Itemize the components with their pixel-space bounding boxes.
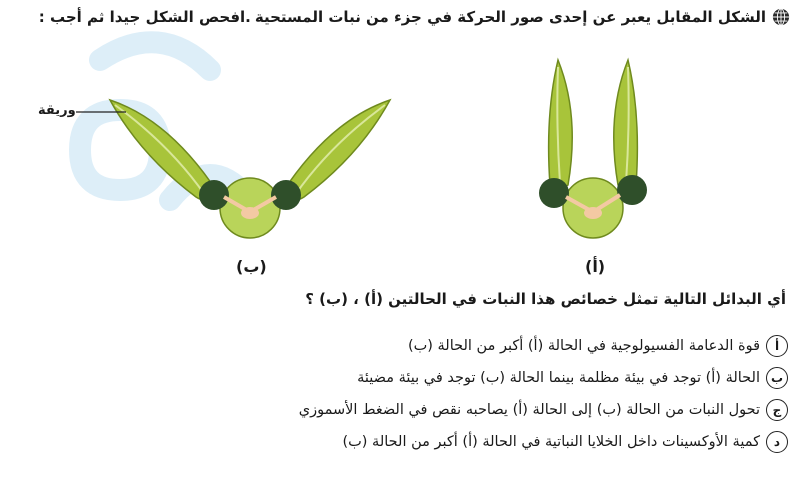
plant-diagram [0,55,798,285]
pulvinus-left-b [199,180,229,210]
figure-b [110,100,390,238]
globe-icon [772,8,790,26]
question-text: أي البدائل التالية تمثل خصائص هذا النبات في الحالتين (أ) ، (ب) ؟ [305,290,786,308]
option-marker[interactable]: ج [766,399,788,421]
option-text: الحالة (أ) توجد في بيئة مظلمة بينما الحالة (ب) توجد في بيئة مضيئة [357,370,760,386]
leaf-label: وريقة [38,103,76,118]
option-c[interactable] [228,394,788,426]
header-bold-text: الشكل المقابل يعبر عن إحدى صور الحركة في جزء من نبات المستحية [254,8,766,26]
header-instruction: .افحص الشكل جيدا ثم أجب : [38,8,251,26]
option-marker[interactable]: د [766,431,788,453]
core-a [584,207,602,219]
pulvinus-right-b [271,180,301,210]
header [10,8,790,26]
option-a[interactable] [228,330,788,362]
leaflet-left-b [110,100,218,200]
option-marker[interactable]: أ [766,335,788,357]
caption-a: (أ) [585,257,606,276]
leaflet-right-a [614,60,638,189]
caption-b: (ب) [236,257,267,276]
option-text: كمية الأوكسينات داخل الخلايا النباتية في الحالة (أ) أكبر من الحالة (ب) [342,434,760,450]
options-list [228,330,788,458]
leaflet-right-b [282,100,390,200]
figure [0,55,798,285]
option-text: تحول النبات من الحالة (ب) إلى الحالة (أ) يصاحبه نقص في الضغط الأسموزي [298,402,760,418]
option-d[interactable] [228,426,788,458]
pulvinus-left-a [539,178,569,208]
option-marker[interactable]: ب [766,367,788,389]
option-b[interactable] [228,362,788,394]
core-b [241,207,259,219]
leaflet-left-a [549,60,573,189]
option-text: قوة الدعامة الفسيولوجية في الحالة (أ) أكبر من الحالة (ب) [407,338,760,354]
figure-a [539,60,647,238]
pulvinus-right-a [617,175,647,205]
